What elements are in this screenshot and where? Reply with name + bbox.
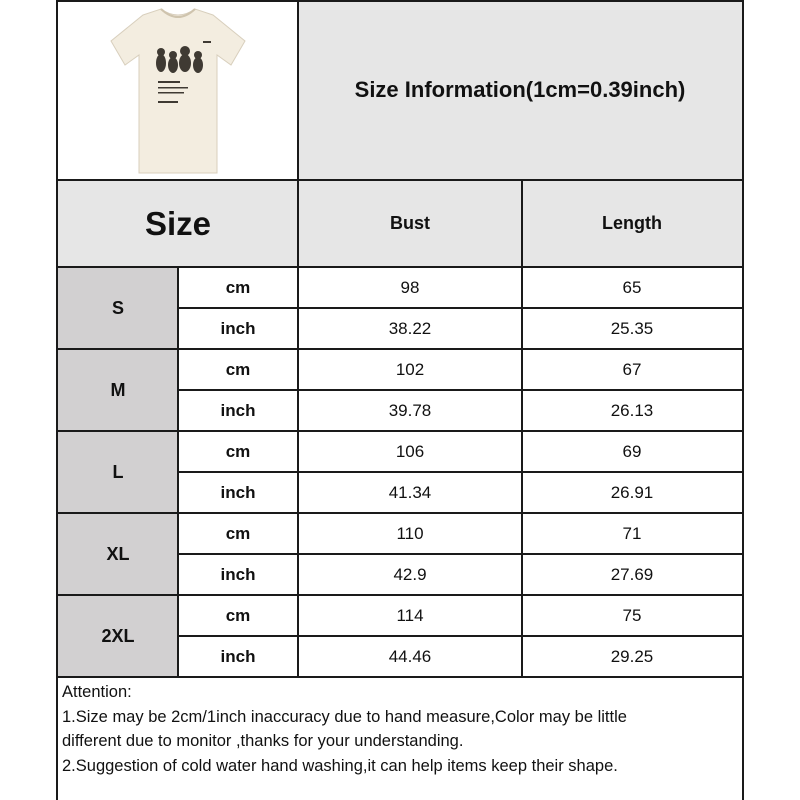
- bust-column-header: Bust: [298, 180, 522, 267]
- grid-line: [297, 0, 299, 677]
- size-label-m: M: [58, 349, 178, 431]
- size-label-s: S: [58, 267, 178, 349]
- length-inch-l: 26.91: [610, 482, 654, 502]
- unit-label: inch: [220, 646, 256, 666]
- grid-line: [58, 348, 742, 350]
- grid-line: [178, 553, 742, 555]
- page-title: Size Information(1cm=0.39inch): [298, 0, 742, 180]
- bust-cm-l: 106: [395, 441, 425, 461]
- grid-line: [58, 594, 742, 596]
- product-image: [103, 3, 253, 178]
- size-chart: [56, 0, 744, 800]
- length-inch-xl: 27.69: [610, 564, 654, 584]
- grid-line: [58, 0, 742, 2]
- length-cm-s: 65: [622, 277, 642, 297]
- grid-line: [58, 512, 742, 514]
- size-column-header: Size: [58, 180, 298, 267]
- length-cm-xl: 71: [622, 523, 642, 543]
- length-cm-l: 69: [622, 441, 642, 461]
- bust-cm-s: 98: [400, 277, 420, 297]
- bust-inch-s: 38.22: [388, 318, 432, 338]
- length-inch-m: 26.13: [610, 400, 654, 420]
- unit-label: cm: [225, 277, 251, 297]
- unit-label: inch: [220, 318, 256, 338]
- notes-line: 2.Suggestion of cold water hand washing,it can help items keep their shape.: [62, 756, 618, 775]
- unit-label: cm: [225, 605, 251, 625]
- bust-inch-xl: 42.9: [393, 564, 427, 584]
- length-inch-s: 25.35: [610, 318, 654, 338]
- length-cm-2xl: 75: [622, 605, 642, 625]
- grid-line: [521, 180, 523, 677]
- unit-label: inch: [220, 564, 256, 584]
- unit-label: cm: [225, 441, 251, 461]
- product-image-cell: [58, 0, 298, 180]
- unit-label: inch: [220, 400, 256, 420]
- bust-cm-xl: 110: [396, 523, 424, 543]
- length-cm-m: 67: [622, 359, 642, 379]
- bust-cm-2xl: 114: [396, 605, 424, 625]
- grid-line: [177, 266, 179, 677]
- length-column-header: Length: [522, 180, 742, 267]
- grid-line: [58, 266, 742, 268]
- grid-line: [178, 307, 742, 309]
- length-inch-2xl: 29.25: [610, 646, 654, 666]
- grid-line: [58, 676, 742, 678]
- notes-heading: Attention:: [62, 683, 132, 701]
- bust-inch-m: 39.78: [388, 400, 432, 420]
- grid-line: [58, 179, 742, 181]
- bust-inch-2xl: 44.46: [388, 646, 432, 666]
- attention-notes: [62, 680, 742, 778]
- unit-label: inch: [220, 482, 256, 502]
- bust-inch-l: 41.34: [388, 482, 432, 502]
- size-label-xl: XL: [58, 513, 178, 595]
- notes-line: different due to monitor ,thanks for your understanding.: [62, 732, 464, 750]
- unit-label: cm: [225, 359, 251, 379]
- notes-line: 1.Size may be 2cm/1inch inaccuracy due to hand measure,Color may be little: [62, 707, 627, 726]
- size-label-2xl: 2XL: [58, 595, 178, 677]
- grid-line: [178, 471, 742, 473]
- grid-line: [58, 430, 742, 432]
- grid-line: [178, 635, 742, 637]
- bust-cm-m: 102: [395, 359, 425, 379]
- size-label-l: L: [58, 431, 178, 513]
- grid-line: [178, 389, 742, 391]
- unit-label: cm: [225, 523, 251, 543]
